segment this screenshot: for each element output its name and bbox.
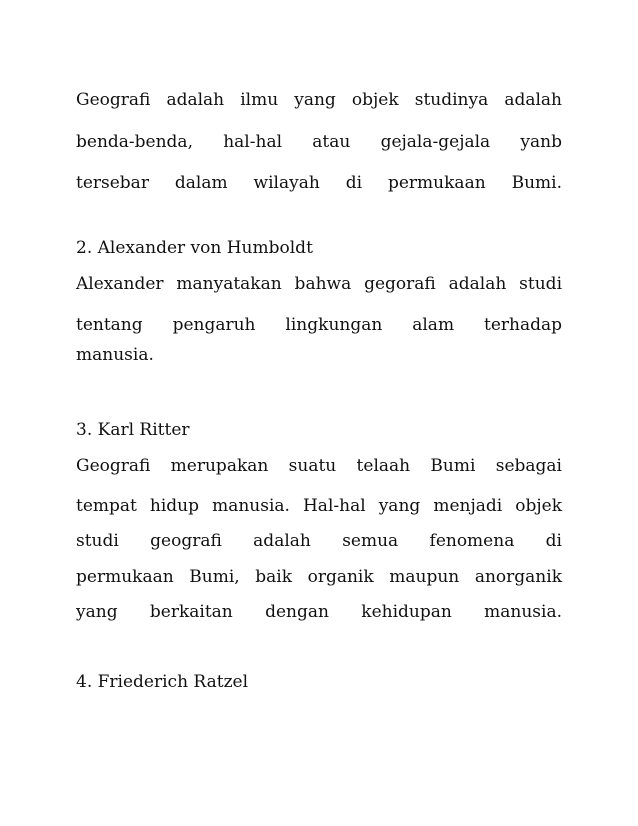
text-line: tentang pengaruh lingkungan alam terhadap xyxy=(76,315,562,335)
text-line: tempat hidup manusia. Hal-hal yang menjadi objek xyxy=(76,496,562,516)
text-line: yang berkaitan dengan kehidupan manusia. xyxy=(76,602,562,622)
text-line: manusia. xyxy=(76,345,154,365)
text-line: Geografi merupakan suatu telaah Bumi sebagai xyxy=(76,456,562,476)
section-heading: 4. Friederich Ratzel xyxy=(76,672,249,692)
text-line: Alexander manyatakan bahwa gegorafi adalah studi xyxy=(76,274,562,294)
text-line: tersebar dalam wilayah di permukaan Bumi. xyxy=(76,173,562,193)
text-line: studi geografi adalah semua fenomena di xyxy=(76,531,562,551)
text-line: benda-benda, hal-hal atau gejala-gejala yanb xyxy=(76,132,562,152)
section-heading: 3. Karl Ritter xyxy=(76,420,190,440)
text-line: Geografi adalah ilmu yang objek studinya adalah xyxy=(76,90,562,110)
section-heading: 2. Alexander von Humboldt xyxy=(76,238,313,258)
text-line: permukaan Bumi, baik organik maupun anorganik xyxy=(76,567,562,587)
